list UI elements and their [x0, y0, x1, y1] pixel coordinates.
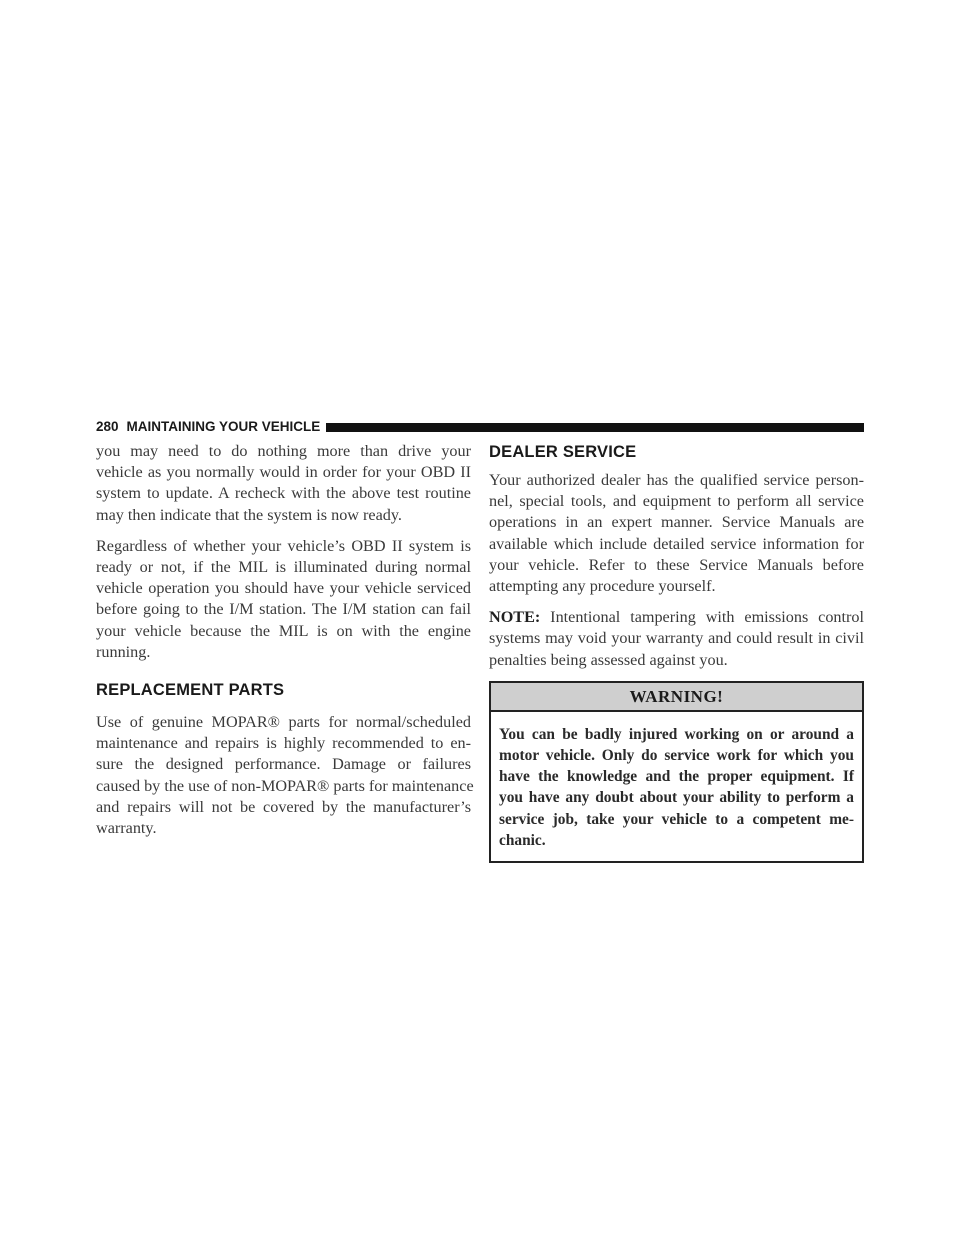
text-line: caused by the use of non-MOPAR® parts for maintenance [96, 776, 474, 795]
text-line: before going to the I/M station. The I/M station can fail [96, 600, 471, 619]
warning-line: chanic. [499, 831, 546, 849]
note-paragraph [489, 607, 864, 671]
right-column [489, 441, 864, 863]
text-line: nel, special tools, and equipment to perform all service [489, 492, 864, 511]
text-line: running. [96, 642, 151, 661]
text-line: operations in an expert manner. Service Manuals are [489, 513, 864, 532]
header-rule [326, 423, 864, 432]
warning-line: you have any doubt about your ability to perform a [499, 789, 854, 807]
text-line: ready or not, if the MIL is illuminated during normal [96, 558, 471, 577]
left-column [96, 441, 474, 849]
text-line: Use of genuine MOPAR® parts for normal/scheduled [96, 713, 471, 732]
dealer-service-paragraph [489, 470, 864, 597]
text-line: vehicle as you normally would in order for your OBD II [96, 463, 471, 482]
obd-update-paragraph [96, 441, 471, 526]
text-line: available which include detailed service information for [489, 534, 864, 553]
warning-box [489, 681, 864, 863]
warning-line: service job, take your vehicle to a competent me- [499, 810, 854, 828]
page-number: 280 [96, 419, 119, 434]
text-line: warranty. [96, 819, 157, 838]
text-line: your vehicle because the MIL is on with the engine [96, 621, 471, 640]
text-line: sure the designed performance. Damage or failures [96, 755, 471, 774]
text-line: systems may void your warranty and could result in civil [489, 629, 864, 648]
text-line: maintenance and repairs is highly recommended to en- [96, 734, 471, 753]
section-title: MAINTAINING YOUR VEHICLE [126, 419, 321, 434]
text-line: you may need to do nothing more than drive your [96, 442, 471, 460]
text-line: attempting any procedure yourself. [489, 577, 716, 596]
page-header [96, 419, 864, 435]
warning-line: motor vehicle. Only do service work for which you [499, 747, 854, 765]
replacement-parts-paragraph [96, 712, 474, 839]
mil-paragraph [96, 536, 471, 663]
text-line: may then indicate that the system is now ready. [96, 505, 402, 524]
replacement-parts-heading: REPLACEMENT PARTS [96, 681, 285, 700]
warning-title: WARNING! [491, 683, 862, 712]
text-line: Regardless of whether your vehicle’s OBD II system is [96, 536, 471, 555]
text-line: vehicle operation you should have your vehicle serviced [96, 579, 471, 598]
text-line: your vehicle. Refer to these Service Manuals before [489, 555, 864, 574]
note-label: NOTE: [489, 608, 541, 627]
dealer-service-heading: DEALER SERVICE [489, 443, 637, 461]
text-line [489, 607, 864, 628]
text-line: system to update. A recheck with the above test routine [96, 484, 471, 503]
warning-line: have the knowledge and the proper equipment. If [499, 768, 854, 786]
warning-text [491, 712, 862, 861]
note-text: Intentional tampering with emissions control [540, 608, 864, 627]
text-line: penalties being assessed against you. [489, 650, 728, 669]
text-line: Your authorized dealer has the qualified service person- [489, 471, 864, 489]
warning-line: You can be badly injured working on or around a [499, 725, 854, 743]
text-line: and repairs will not be covered by the manufacturer’s [96, 797, 471, 816]
